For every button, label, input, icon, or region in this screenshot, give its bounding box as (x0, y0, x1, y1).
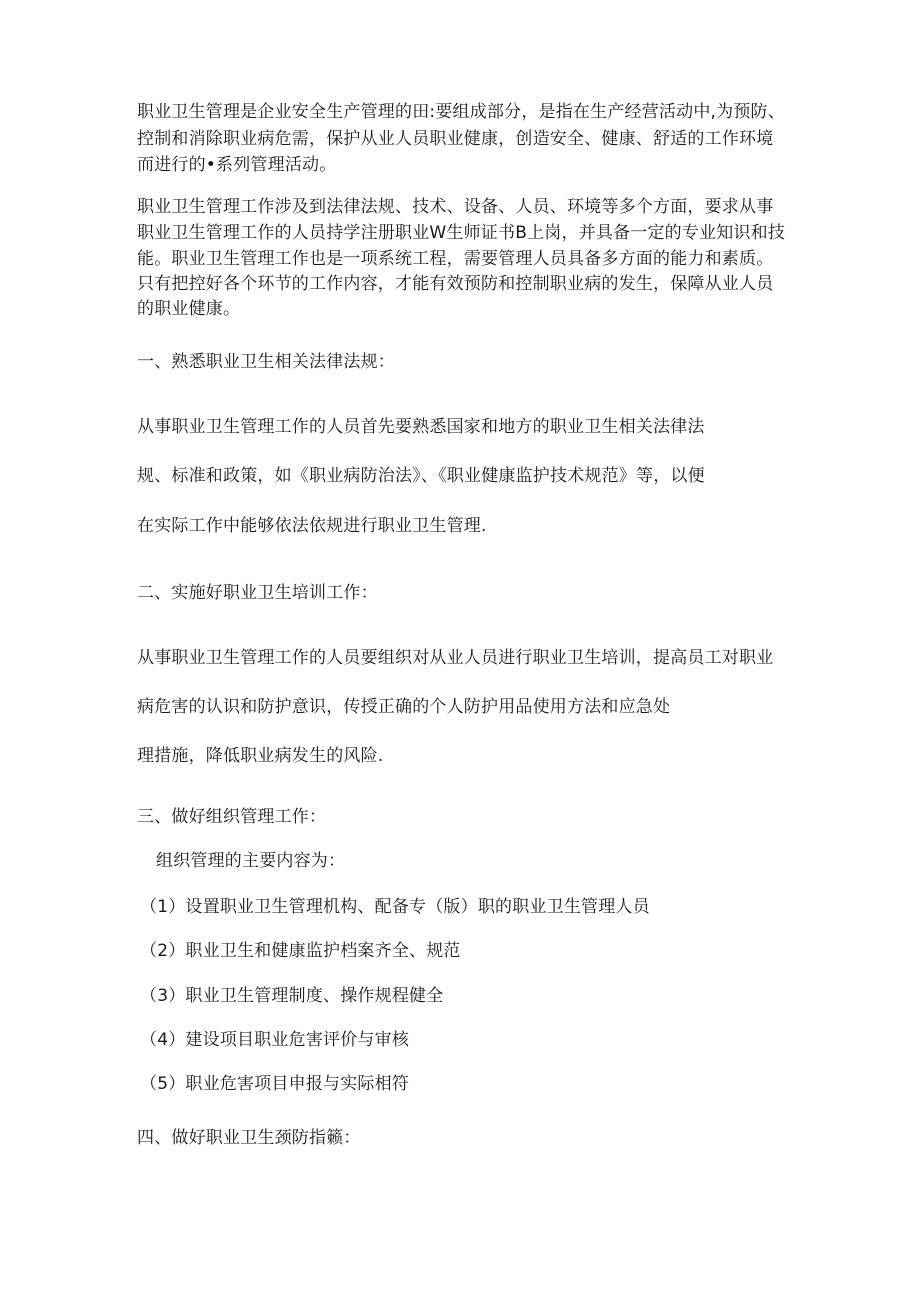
section-1-line-1: 从事职业卫生管理工作的人员首先要熟悉国家和地方的职业卫生相关法律法 (137, 417, 705, 437)
section-2-line-1: 从事职业卫生管理工作的人员要组织对从业人员进行职业卫生培训，提高员工对职业 (137, 648, 774, 668)
section-3-heading: 三、做好组织管理工作： (137, 807, 327, 827)
section-2-heading: 二、实施好职业卫生培训工作： (137, 583, 378, 603)
intro-p1-line-1: 职业卫生管理是企业安全生产管理的田:要组成部分，是指在生产经营活动中,为预防、 (137, 102, 785, 122)
intro-p1-line-2: 控制和消除职业病危需，保护从业人员职业健康，创造安全、健康、舒适的工作环境 (137, 129, 774, 149)
intro-p1-line-3: 而进行的•系列管理活动。 (137, 155, 337, 175)
intro-p2-line-2: 职业卫生管理工作的人员持学注册职业W生师证书B上岗，并具备一定的专业知识和技 (137, 223, 786, 243)
list-item-2: （2）职业卫生和健康监护档案齐全、规范 (140, 941, 461, 961)
list-item-1: （1）设置职业卫生管理机构、配备专（版）职的职业卫生管理人员 (140, 897, 650, 917)
list-item-5: （5）职业危害项目申报与实际相符 (140, 1074, 410, 1094)
intro-p2-line-1: 职业卫生管理工作涉及到法律法规、技术、设备、人员、环境等多个方面，要求从事 (137, 197, 774, 217)
intro-p2-line-5: 的职业健康。 (137, 299, 241, 319)
section-4-heading: 四、做好职业卫生颈防指籁： (137, 1128, 361, 1148)
intro-p2-line-4: 只有把控好各个环节的工作内容，才能有效预防和控制职业病的发生，保障从业人员 (137, 274, 774, 294)
section-2-line-2: 病危害的认识和防护意识，传授正确的个人防护用品使用方法和应急处 (137, 697, 671, 717)
list-item-3: （3）职业卫生管理制度、操作规程健全 (140, 986, 444, 1006)
intro-p2-line-3: 能。职业卫生管理工作也是一项系统工程，需要管理人员具备多方面的能力和素质。 (137, 249, 774, 269)
list-item-4: （4）建设项目职业危害评价与审核 (140, 1030, 410, 1050)
section-1-line-3: 在实际工作中能够依法依规进行职业卫生管理. (137, 516, 487, 536)
section-3-intro: 组织管理的主要内容为： (156, 851, 346, 871)
section-1-heading: 一、熟悉职业卫生相关法律法规： (137, 352, 395, 372)
section-2-line-3: 理措施，降低职业病发生的风险. (137, 746, 384, 766)
section-1-line-2: 规、标准和政策，如《职业病防治法》、《职业健康监护技术规范》等，以便 (137, 466, 705, 486)
